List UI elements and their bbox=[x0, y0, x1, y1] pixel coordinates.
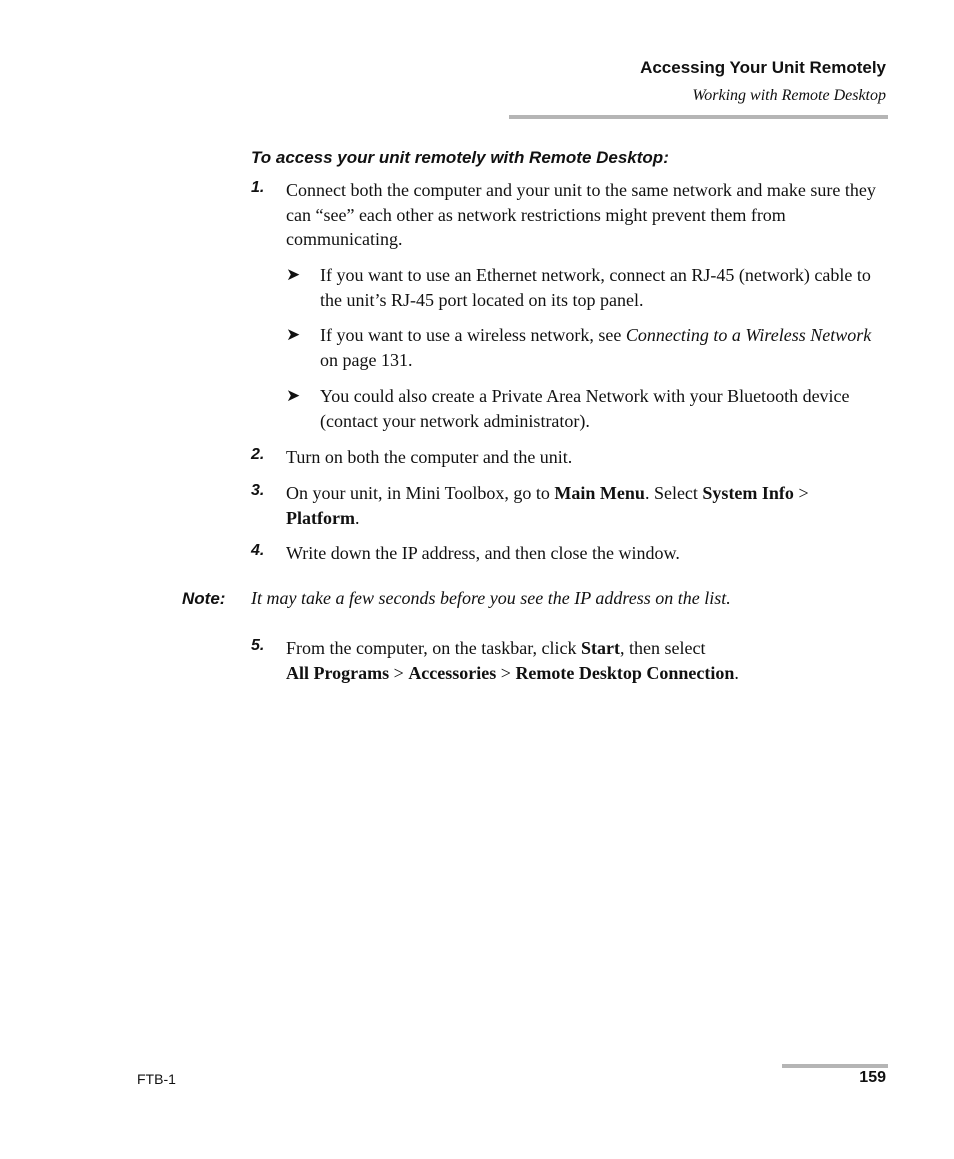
bullet-text: If you want to use an Ethernet network, connect an RJ-45 (network) cable to the unit’s RJ-45 port located on its top panel. bbox=[320, 265, 871, 310]
running-header-subtitle: Working with Remote Desktop bbox=[692, 87, 886, 104]
arrow-bullet-icon: ➤ bbox=[286, 325, 301, 344]
step-5 bbox=[251, 636, 888, 685]
note-label: Note: bbox=[182, 589, 226, 608]
step-number: 3. bbox=[251, 482, 265, 499]
footer-rule bbox=[782, 1064, 888, 1068]
step-text: From the computer, on the taskbar, click Start, then select All Programs > Accessories > Remote Desktop Connection. bbox=[286, 638, 739, 683]
note-text: It may take a few seconds before you see the IP address on the list. bbox=[251, 588, 731, 608]
step-number: 5. bbox=[251, 637, 265, 654]
step-text: Turn on both the computer and the unit. bbox=[286, 447, 573, 467]
bullet-text: You could also create a Private Area Network with your Bluetooth device (contact your network administrator). bbox=[320, 386, 850, 431]
step-number: 4. bbox=[251, 542, 265, 559]
cross-reference-link[interactable]: Connecting to a Wireless Network bbox=[625, 325, 872, 345]
bullet-ethernet bbox=[286, 263, 888, 312]
step-3 bbox=[251, 481, 888, 530]
step-text: On your unit, in Mini Toolbox, go to Main Menu. Select System Info > Platform. bbox=[286, 483, 809, 528]
running-header-title: Accessing Your Unit Remotely bbox=[640, 58, 886, 77]
step-4 bbox=[251, 541, 888, 566]
bullet-text: If you want to use a wireless network, see Connecting to a Wireless Network on page 131. bbox=[320, 325, 872, 370]
header-rule bbox=[509, 115, 888, 119]
step-2 bbox=[251, 445, 888, 470]
bullet-bluetooth bbox=[286, 384, 888, 433]
footer-product-name: FTB-1 bbox=[137, 1071, 176, 1087]
step-number: 2. bbox=[251, 446, 265, 463]
procedure-title: To access your unit remotely with Remote Desktop: bbox=[251, 148, 669, 167]
page-number: 159 bbox=[859, 1069, 886, 1086]
step-number: 1. bbox=[251, 179, 265, 196]
bullet-wireless bbox=[286, 323, 888, 372]
step-1 bbox=[251, 178, 888, 252]
step-text: Write down the IP address, and then close the window. bbox=[286, 543, 680, 563]
arrow-bullet-icon: ➤ bbox=[286, 386, 301, 405]
arrow-bullet-icon: ➤ bbox=[286, 265, 301, 284]
step-text: Connect both the computer and your unit to the same network and make sure they can “see” each other as network restrictions might prevent them from communicating. bbox=[286, 180, 876, 249]
